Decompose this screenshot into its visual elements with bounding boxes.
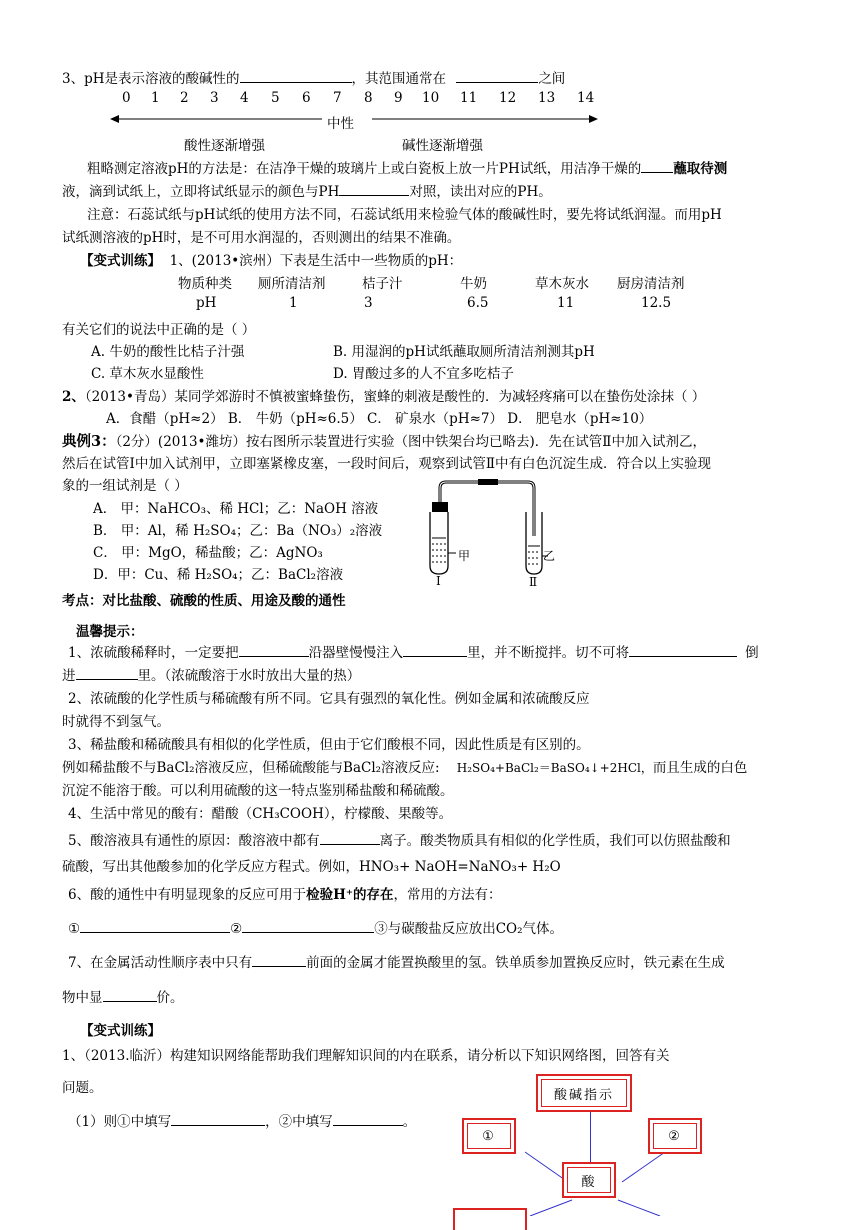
example3-opt-a[interactable]: A． 甲：NaHCO₃、稀 HCl；乙：NaOH 溶液 [93,501,379,517]
tip3-c: 而且生成的白色 [652,760,748,776]
node-2[interactable] [648,1118,702,1154]
tip5-line2: 硫酸，写出其他酸参加的化学反应方程式。例如，HNO₃+ NaOH=NaNO₃+ H₂O [62,859,561,875]
ph-scale-arrow [110,111,600,127]
blank-range[interactable] [456,68,538,83]
tip2-line2: 时就得不到氢气。 [62,714,170,730]
node-indicator [536,1074,632,1112]
tip3-b: 例如稀盐酸不与BaCl₂溶液反应，但稀硫酸能与BaCl₂溶液反应: [62,760,440,776]
ph-scale-number: 11 [460,90,478,106]
node-acid [562,1162,616,1198]
node-acid-label: 酸 [567,1167,611,1193]
method-line1 [87,157,727,177]
variant-head-label: 【变式训练】 [80,253,161,269]
q2-text: （2013•青岛）某同学郊游时不慎被蜜蜂蛰伤，蜜蜂的刺液是酸性的．为减轻疼痛可以在蛰伤处涂抹（ ） [84,389,706,405]
method-line2 [62,180,552,200]
variant1-q2 [62,385,705,405]
blank-tip7-1[interactable] [252,954,306,967]
node-indicator-label: 酸碱指示 [541,1079,627,1107]
tip6-line2 [68,917,563,937]
node-1[interactable] [462,1118,516,1154]
option-d[interactable]: D. 胃酸过多的人不宜多吃桔子 [333,366,514,382]
tip7-line2 [62,986,184,1006]
table-header-cell: 物质种类 [178,276,232,292]
tip1-c: 里，并不断搅拌。切不可将 [467,645,630,661]
tip6-a: 6、酸的通性中有明显现象的反应可用于 [68,887,307,903]
kaodian: 考点：对比盐酸、硫酸的性质、用途及酸的通性 [62,593,346,609]
ph-scale-number: 6 [302,90,311,106]
method-text-b: 蘸取待测 [673,161,728,177]
method-text-2a: 液，滴到试纸上，立即将试纸显示的颜色与PH [62,184,340,200]
blank-tip6-2[interactable] [242,920,374,933]
example3-text1: （2分）(2013•潍坊）按右图所示装置进行实验（图中铁架台均已略去)．先在试管Ⅱ中加入试剂乙， [115,434,706,450]
table-header-cell: 厕所清洁剂 [258,276,326,292]
tip6-b: 检验H⁺的存在 [306,887,394,903]
ph-scale-number: 13 [538,90,556,106]
variant2-d: ，②中填写 [265,1114,333,1130]
ph-scale-number: 7 [333,90,342,106]
ph-scale-number: 12 [499,90,517,106]
table-value-cell: 11 [557,295,575,311]
blank-node2[interactable] [333,1111,403,1126]
ph-scale-number: 0 [122,90,131,106]
ph-scale-number: 1 [151,90,160,106]
tip1-b: 沿器壁慢慢注入 [308,645,404,661]
table-value-cell: 12.5 [641,295,672,311]
table-header-cell: 厨房清洁剂 [617,276,685,292]
example3-opt-c[interactable]: C． 甲：MgO，稀盐酸；乙：AgNO₃ [93,545,323,561]
variant1-q1: 1、(2013•滨州）下表是生活中一些物质的pH： [169,253,463,269]
ph-scale-number: 2 [180,90,189,106]
node-1-label: ① [467,1123,511,1149]
node-2-label: ② [653,1123,697,1149]
variant2-q1-line1: 1、（2013.临沂）构建知识网络能帮助我们理解知识间的内在联系，请分析以下知识网络图，回答有关 [62,1048,670,1064]
blank-tip1-2[interactable] [403,642,467,657]
neutral-label: 中性 [327,116,354,132]
tip3-line2 [62,756,747,776]
q2-number: 2、 [62,389,85,405]
ph-scale-number: 8 [364,90,373,106]
ph-scale-number: 14 [577,90,595,106]
example3-opt-d[interactable]: D．甲：Cu、稀 H₂SO₄；乙：BaCl₂溶液 [93,567,344,583]
blank-acidity[interactable] [240,68,352,83]
variant2-c: （1）则①中填写 [68,1114,172,1130]
tip3-equation: H₂SO₄+BaCl₂＝BaSO₄↓+2HCl， [456,761,653,775]
method-text-2b: 对照，读出对应的PH。 [409,184,552,200]
variant-head-1 [80,249,462,269]
tip1-line2 [62,664,360,684]
tip1-e: 进 [62,668,76,684]
table-value-cell: 3 [364,295,373,311]
tip6-circle3: ③与碳酸盐反应放出CO₂气体。 [374,921,564,937]
table-header-cell: 桔子汁 [362,276,403,292]
blank-colorcard[interactable] [339,181,409,196]
ph-scale-number: 9 [394,90,403,106]
ph-scale-number: 3 [210,90,219,106]
blank-tip1-4[interactable] [76,665,138,680]
q2-options[interactable]: A．食醋（pH≈2） B． 牛奶（pH≈6.5） C． 矿泉水（pH≈7） D． 肥皂水（pH≈10） [106,411,653,427]
q3-line1 [62,67,565,87]
tip5-b: 离子。酸类物质具有相似的化学性质，我们可以仿照盐酸和 [379,833,731,849]
ph-scale-number: 5 [271,90,280,106]
tip3-line1: 3、稀盐酸和稀硫酸具有相似的化学性质，但由于它们酸根不同，因此性质是有区别的。 [68,737,590,753]
acid-label: 酸性逐渐增强 [184,138,265,154]
tip1-line1 [68,641,759,661]
tip6-line1 [68,883,501,903]
tips-title: 温馨提示： [76,624,144,640]
table-header-cell: 牛奶 [460,276,487,292]
example3-line1 [62,430,706,451]
tip7-b: 前面的金属才能置换酸里的氢。铁单质参加置换反应时，铁元素在生成 [306,955,725,971]
table-value-cell: 6.5 [467,295,489,311]
tip2-line1: 2、浓硫酸的化学性质与稀硫酸有所不同。它具有强烈的氧化性。例如金属和浓硫酸反应 [68,691,590,707]
q3-text-a: 3、pH是表示溶液的酸碱性的 [62,71,240,87]
tip1-f: 里。（浓硫酸溶于水时放出大量的热） [137,668,361,684]
blank-tool[interactable] [641,158,673,173]
node-partial [453,1208,527,1230]
label-jia: 甲 [458,549,471,563]
variant-head-2: 【变式训练】 [80,1023,161,1039]
note-line2: 试纸测溶液的pH时，是不可用水润湿的，否则测出的结果不准确。 [62,230,461,246]
blank-tip1-1[interactable] [239,642,309,657]
table-value-cell: 1 [289,295,298,311]
tip7-line1 [68,951,725,971]
variant1-stem: 有关它们的说法中正确的是（ ） [62,322,256,338]
base-label: 碱性逐渐增强 [402,138,483,154]
tip5-a: 5、酸溶液具有通性的原因：酸溶液中都有 [68,833,320,849]
variant2-q1-line3 [68,1110,416,1130]
table-header-cell: 草木灰水 [535,276,589,292]
method-text: 粗略测定溶液pH的方法是：在洁净干燥的玻璃片上或白瓷板上放一片PH试纸，用洁净干燥的 [87,161,642,177]
tip6-circle1: ① [68,921,81,937]
tip3-line3: 沉淀不能溶于酸。可以利用硫酸的这一特点鉴别稀盐酸和稀硫酸。 [62,783,454,799]
tip7-c: 物中显 [62,990,103,1006]
blank-tip1-3[interactable] [629,642,737,657]
option-a[interactable]: A. 牛奶的酸性比桔子汁强 [91,344,245,360]
table-value-cell: pH [196,295,217,311]
blank-tip7-2[interactable] [103,989,157,1002]
tip4: 4、生活中常见的酸有：醋酸（CH₃COOH），柠檬酸、果酸等。 [68,806,453,822]
tip1-d: 倒 [745,645,759,661]
tip1-a: 1、浓硫酸稀释时，一定要把 [68,645,239,661]
blank-node1[interactable] [171,1111,265,1126]
example3-line3: 象的一组试剂是（ ） [62,478,188,494]
example3-opt-b[interactable]: B． 甲：Al，稀 H₂SO₄；乙：Ba（NO₃）₂溶液 [93,523,383,539]
ph-scale-number: 10 [422,90,440,106]
blank-tip5[interactable] [320,830,380,845]
note-line1: 注意：石蕊试纸与pH试纸的使用方法不同，石蕊试纸用来检验气体的酸碱性时，要先将试纸润湿。而用pH [87,207,722,223]
blank-tip6-1[interactable] [80,920,230,933]
tip6-c: ，常用的方法有： [393,887,502,903]
example3-title: 典例3： [62,433,116,450]
variant2-e: 。 [402,1114,417,1130]
label-tube-2: Ⅱ [529,575,538,589]
tip5-line1 [68,829,731,849]
example3-line2: 然后在试管Ⅰ中加入试剂甲，立即塞紧橡皮塞，一段时间后，观察到试管Ⅱ中有白色沉淀生成．符合以上实验现 [62,456,712,472]
ph-scale-number: 4 [240,90,249,106]
label-yi: 乙 [543,549,556,563]
option-b[interactable]: B. 用湿润的pH试纸蘸取厕所清洁剂测其pH [333,344,595,360]
variant2-q1-line2: 问题。 [62,1080,103,1096]
tip6-circle2: ② [230,921,243,937]
tip7-a: 7、在金属活动性顺序表中只有 [68,955,253,971]
q3-text-c: 之间 [538,71,566,87]
option-c[interactable]: C. 草木灰水显酸性 [91,366,204,382]
q3-text-b: ，其范围通常在 [351,71,447,87]
label-tube-1: I [436,574,441,588]
tip7-d: 价。 [156,990,184,1006]
